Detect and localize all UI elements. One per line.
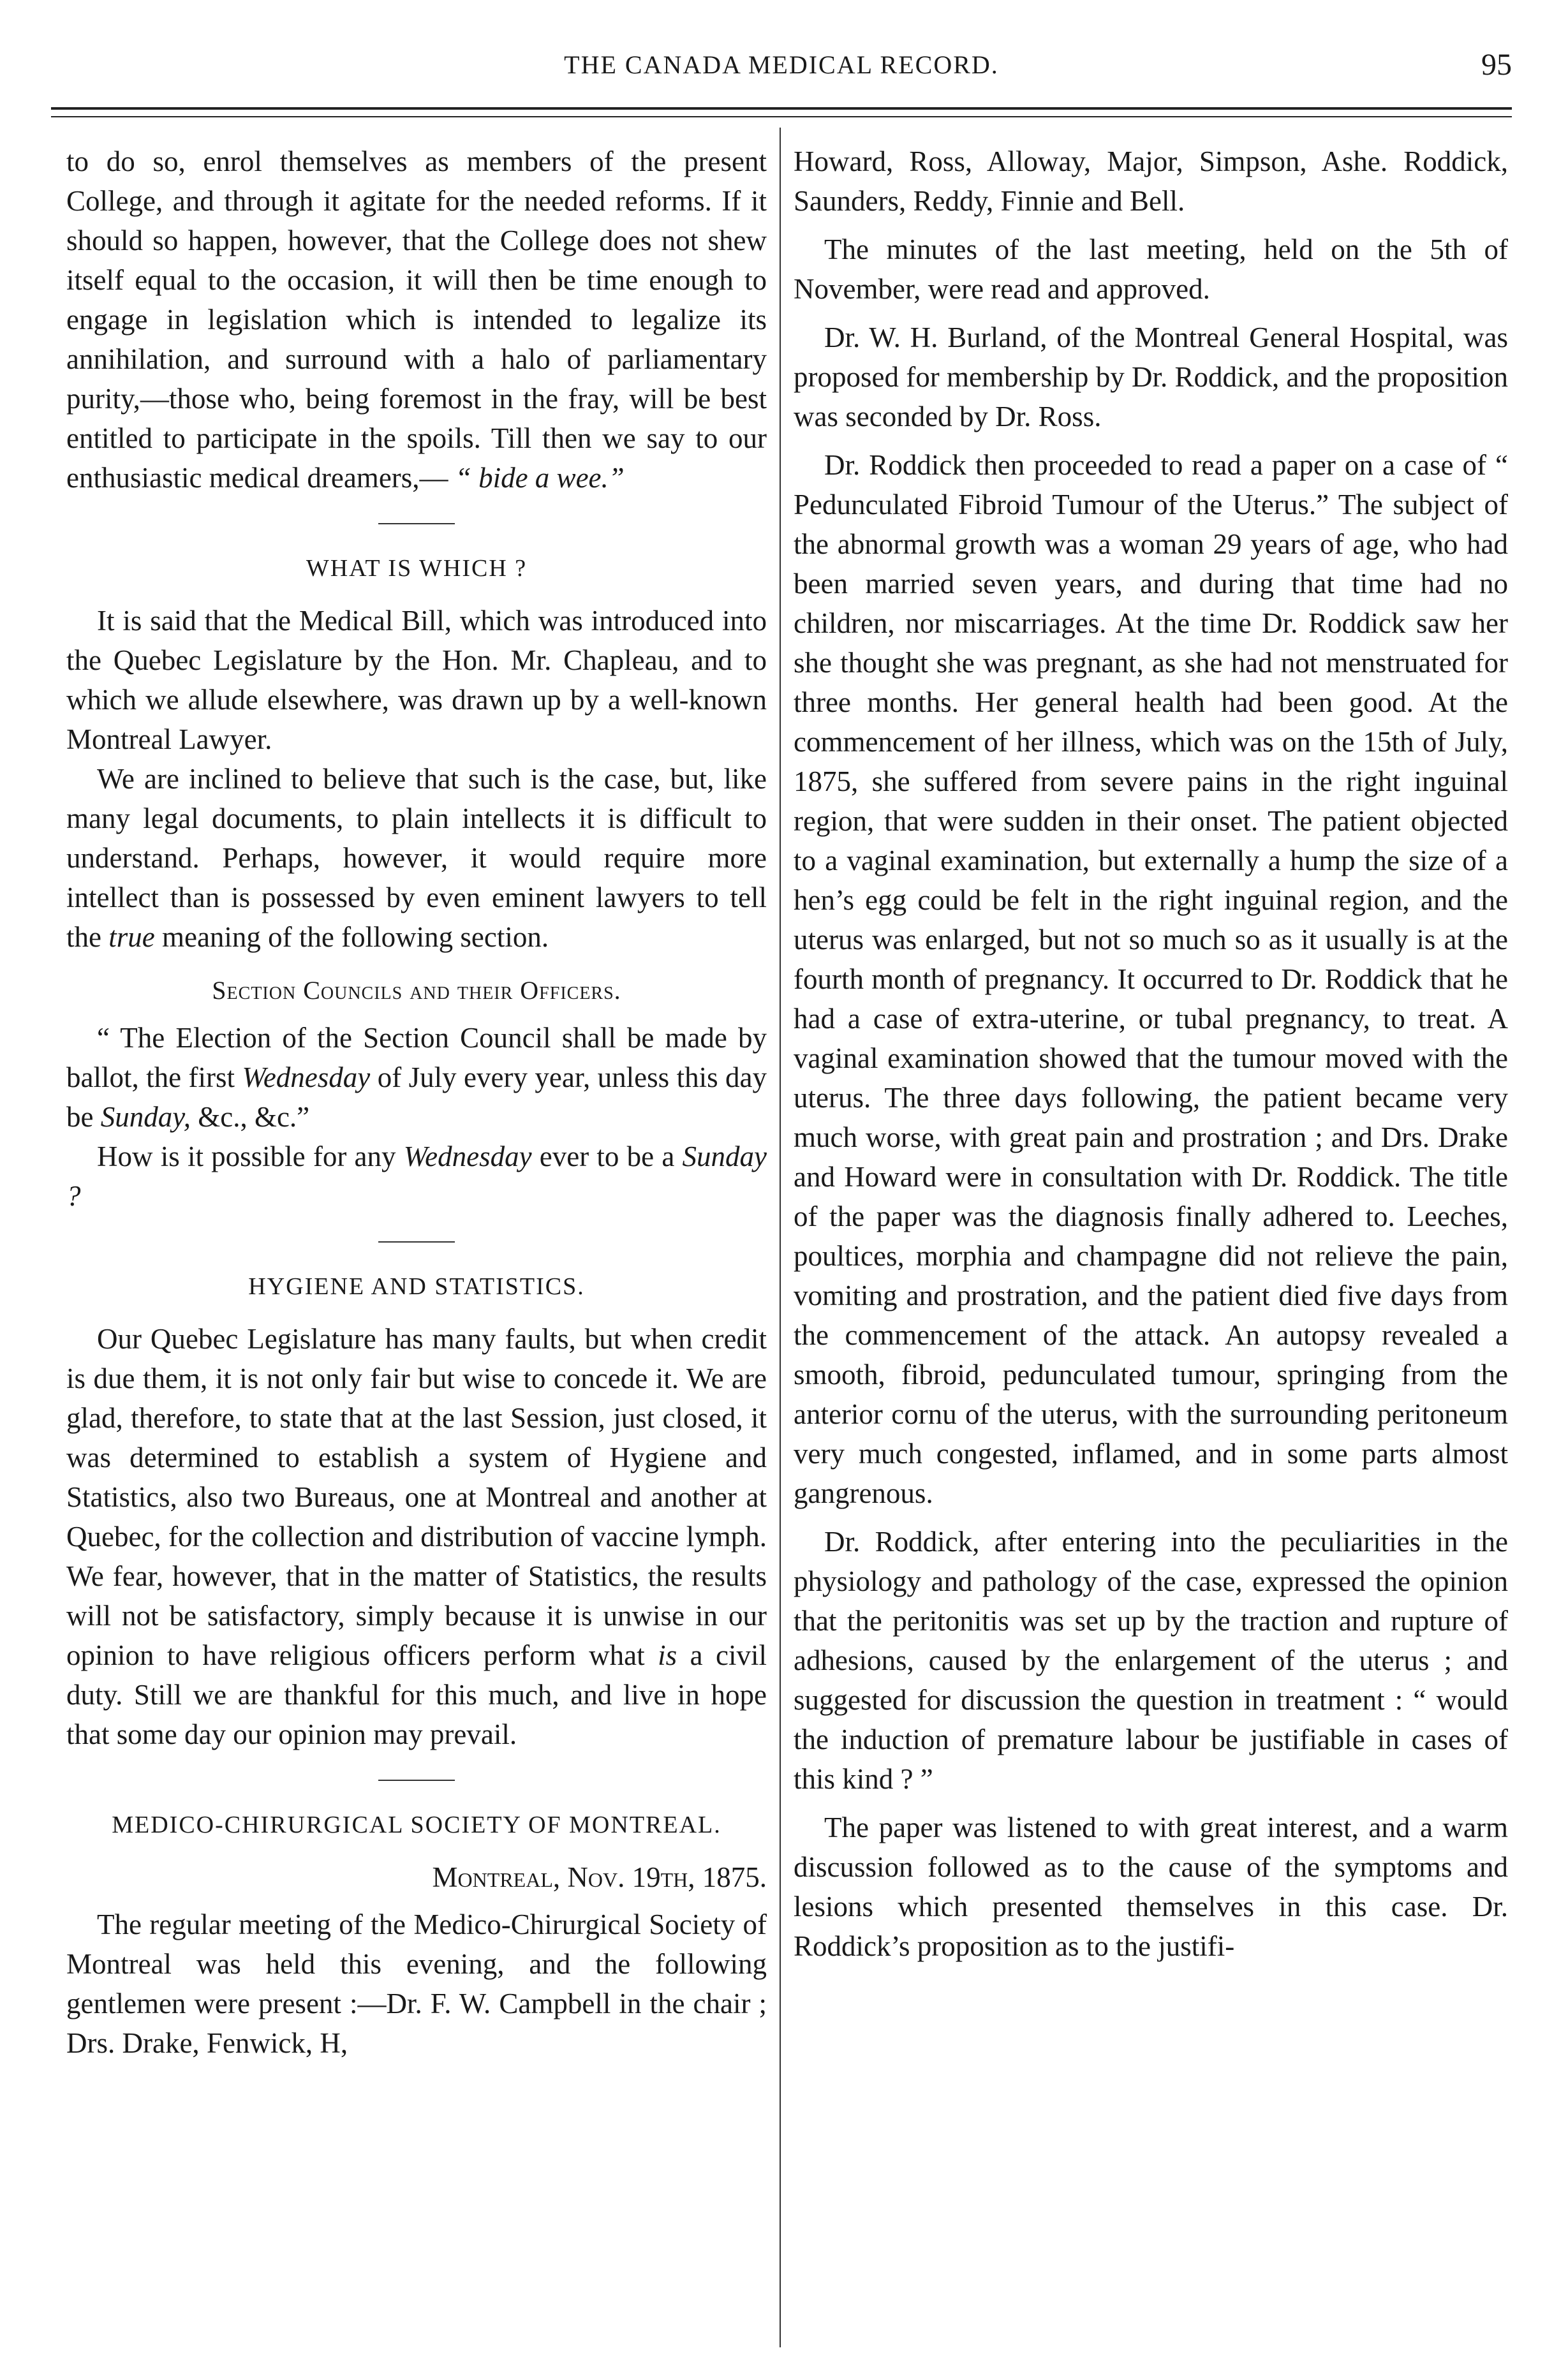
section-divider	[378, 1780, 455, 1781]
quoted-section: “ The Election of the Section Council shall be made by ballot, the first Wednesday of July every year, unless this day be Sunday, &c., &c.”	[66, 1022, 767, 1133]
running-header	[51, 46, 1512, 97]
header-rule-thin	[51, 116, 1512, 117]
question-paragraph: How is it possible for any Wednesday ever to be a Sunday ?	[66, 1141, 767, 1212]
heading-hygiene: HYGIENE AND STATISTICS.	[248, 1273, 585, 1300]
page-number: 95	[1481, 48, 1512, 82]
minutes-paragraph: The minutes of the last meeting, held on the 5th of November, were read and approved.	[794, 233, 1508, 305]
subheading-section-councils: Section Councils and their Officers.	[212, 976, 621, 1005]
heading-society: MEDICO-CHIRURGICAL SOCIETY OF MONTREAL.	[112, 1812, 721, 1838]
which-paragraph-2: We are inclined to believe that such is the case, but, like many legal documents, to plain intellects it is difficult to understand. Perhaps, however, it would require more intellect than is possessed by even eminent lawyers to tell the true meaning of the following section.	[66, 763, 767, 953]
section-divider	[378, 523, 455, 524]
right-column	[794, 142, 1508, 1966]
column-divider	[780, 128, 781, 2347]
burland-paragraph: Dr. W. H. Burland, of the Montreal General Hospital, was proposed for membership by Dr. Roddick, and the proposition was seconded by Dr. Ross.	[794, 321, 1508, 432]
header-rule-thick	[51, 107, 1512, 110]
section-divider	[378, 1241, 455, 1243]
intro-paragraph: to do so, enrol themselves as members of the present College, and through it agitate for the needed reforms. If it should so happen, however, that the College does not shew itself equal to the occasion, it will then be time enough to engage in legislation which is intended to legalize its annihilation, and surround with a halo of parliamentary purity,—those who, being foremost in the fray, will be best entitled to participate in the spoils. Till then we say to our enthusiastic medical dreamers,— “ bide a wee.”	[66, 145, 767, 494]
attendee-names: Howard, Ross, Alloway, Major, Simpson, Ashe. Roddick, Saunders, Reddy, Finnie and Bell.	[794, 145, 1508, 217]
left-column	[66, 142, 767, 2063]
meeting-date: Montreal, Nov. 19th, 1875.	[432, 1861, 767, 1893]
case-paragraph: Dr. Roddick then proceeded to read a paper on a case of “ Pedunculated Fibroid Tumour of the Uterus.” The subject of the abnormal growth was a woman 29 years of age, who had been married seven years, and during that time had no children, nor miscarriages. At the time Dr. Roddick saw her she thought she was pregnant, as she had not menstruated for three months. Her general health had been good. At the commencement of her illness, which was on the 15th of July, 1875, she suffered from severe pains in the right inguinal region, that were sudden in their onset. The patient objected to a vaginal examination, but externally a hump the size of a hen’s egg could be felt in the right inguinal region, and the uterus was enlarged, but not so much so as it usually is at the fourth month of pregnancy. It occurred to Dr. Roddick that he had a case of extra-uterine, or tubal pregnancy, to treat. A vaginal examination showed that the tumour moved with the uterus. The three days following, the patient became very much worse, with great pain and prostration ; and Drs. Drake and Howard were in consultation with Dr. Roddick. The title of the paper was the diagnosis finally adhered to. Leeches, poultices, morphia and champagne did not relieve the pain, vomiting and prostration, and the patient died five days from the commencement of the attack. An autopsy revealed a smooth, fibroid, pedunculated tumour, springing from the anterior cornu of the uterus, with the surrounding peritoneum very much congested, inflamed, and in some parts almost gangrenous.	[794, 449, 1508, 1509]
society-paragraph: The regular meeting of the Medico-Chirurgical Society of Montreal was held this evening, and the following gentlemen were present :—Dr. F. W. Campbell in the chair ; Drs. Drake, Fenwick, H,	[66, 1908, 767, 2059]
opinion-paragraph: Dr. Roddick, after entering into the peculiarities in the physiology and pathology of the case, expressed the opinion that the peritonitis was set up by the traction and rupture of adhesions, caused by the enlargement of the uterus ; and suggested for discussion the question in treatment : “ would the induction of premature labour be justifiable in cases of this kind ? ”	[794, 1526, 1508, 1795]
discussion-paragraph: The paper was listened to with great interest, and a warm discussion followed as to the cause of the symptoms and lesions which presented themselves in this case. Dr. Roddick’s proposition as to the justifi-	[794, 1812, 1508, 1962]
hygiene-paragraph: Our Quebec Legislature has many faults, but when credit is due them, it is not only fair but wise to concede it. We are glad, therefore, to state that at the last Session, just closed, it was determined to establish a system of Hygiene and Statistics, also two Bureaus, one at Montreal and another at Quebec, for the collection and distribution of vaccine lymph. We fear, however, that in the matter of Statistics, the results will not be satisfactory, simply because it is unwise in our opinion to have religious officers perform what is a civil duty. Still we are thankful for this much, and live in hope that some day our opinion may prevail.	[66, 1323, 767, 1750]
heading-what-is-which: WHAT IS WHICH ?	[306, 555, 528, 582]
journal-title: THE CANADA MEDICAL RECORD.	[564, 50, 999, 79]
which-paragraph-1: It is said that the Medical Bill, which was introduced into the Quebec Legislature by the Hon. Mr. Chapleau, and to which we allude elsewhere, was drawn up by a well-known Montreal Lawyer.	[66, 605, 767, 755]
